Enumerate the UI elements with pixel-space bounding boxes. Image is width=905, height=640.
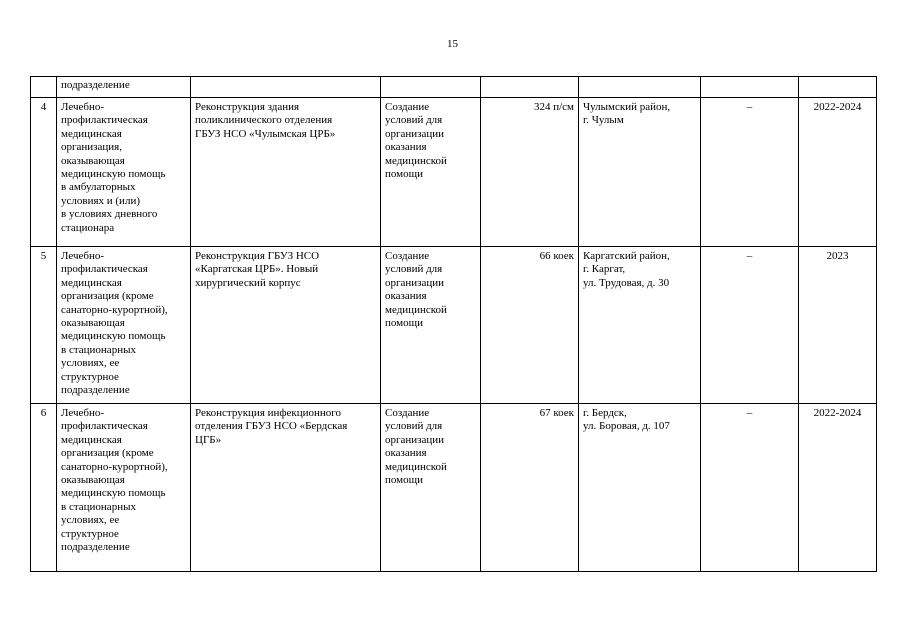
cell-object-name: Реконструкция здания поликлинического отделения ГБУЗ НСО «Чулымская ЦРБ» — [191, 98, 381, 247]
cell-purpose: Создание условий для организации оказания медицинской помощи — [381, 98, 481, 247]
table-row — [31, 247, 877, 404]
cell-object-type: Лечебно- профилактическая медицинская организация (кроме санаторно-курортной), оказывающая медицинскую помощь в стационарных условиях, ее структурное подразделение — [57, 404, 191, 572]
cell-object-name: Реконструкция ГБУЗ НСО «Каргатская ЦРБ». Новый хирургический корпус — [191, 247, 381, 404]
cell-object-name: Реконструкция инфекционного отделения ГБУЗ НСО «Бердская ЦГБ» — [191, 404, 381, 572]
cell-object-type: подразделение — [57, 77, 191, 98]
cell-num — [31, 77, 57, 98]
cell-num: 5 — [31, 247, 57, 404]
cell-num: 4 — [31, 98, 57, 247]
cell-num: 6 — [31, 404, 57, 572]
cell-object-type: Лечебно- профилактическая медицинская организация (кроме санаторно-курортной), оказывающая медицинскую помощь в стационарных условиях, ее структурное подразделение — [57, 247, 191, 404]
cell-capacity: 66 коек — [481, 247, 579, 404]
page-number: 15 — [447, 38, 458, 50]
cell-capacity — [481, 77, 579, 98]
cell-period: 2023 — [799, 247, 877, 404]
table-row — [31, 404, 877, 572]
cell-object-name — [191, 77, 381, 98]
cell-capacity: 67 коек — [481, 404, 579, 572]
cell-cost: – — [701, 404, 799, 572]
cell-purpose: Создание условий для организации оказания медицинской помощи — [381, 247, 481, 404]
cell-location: г. Бердск, ул. Боровая, д. 107 — [579, 404, 701, 572]
cell-location: Чулымский район, г. Чулым — [579, 98, 701, 247]
table-row — [31, 98, 877, 247]
cell-purpose: Создание условий для организации оказания медицинской помощи — [381, 404, 481, 572]
cell-object-type: Лечебно- профилактическая медицинская организация, оказывающая медицинскую помощь в амбулаторных условиях и (или) в условиях дневного стационара — [57, 98, 191, 247]
cell-capacity: 324 п/см — [481, 98, 579, 247]
cell-location: Каргатский район, г. Каргат, ул. Трудовая, д. 30 — [579, 247, 701, 404]
cell-cost: – — [701, 247, 799, 404]
cell-purpose — [381, 77, 481, 98]
cell-location — [579, 77, 701, 98]
cell-period: 2022-2024 — [799, 98, 877, 247]
cell-period — [799, 77, 877, 98]
table-row-continuation — [31, 77, 877, 98]
cell-cost: – — [701, 98, 799, 247]
cell-period: 2022-2024 — [799, 404, 877, 572]
objects-table — [30, 76, 877, 572]
cell-cost — [701, 77, 799, 98]
